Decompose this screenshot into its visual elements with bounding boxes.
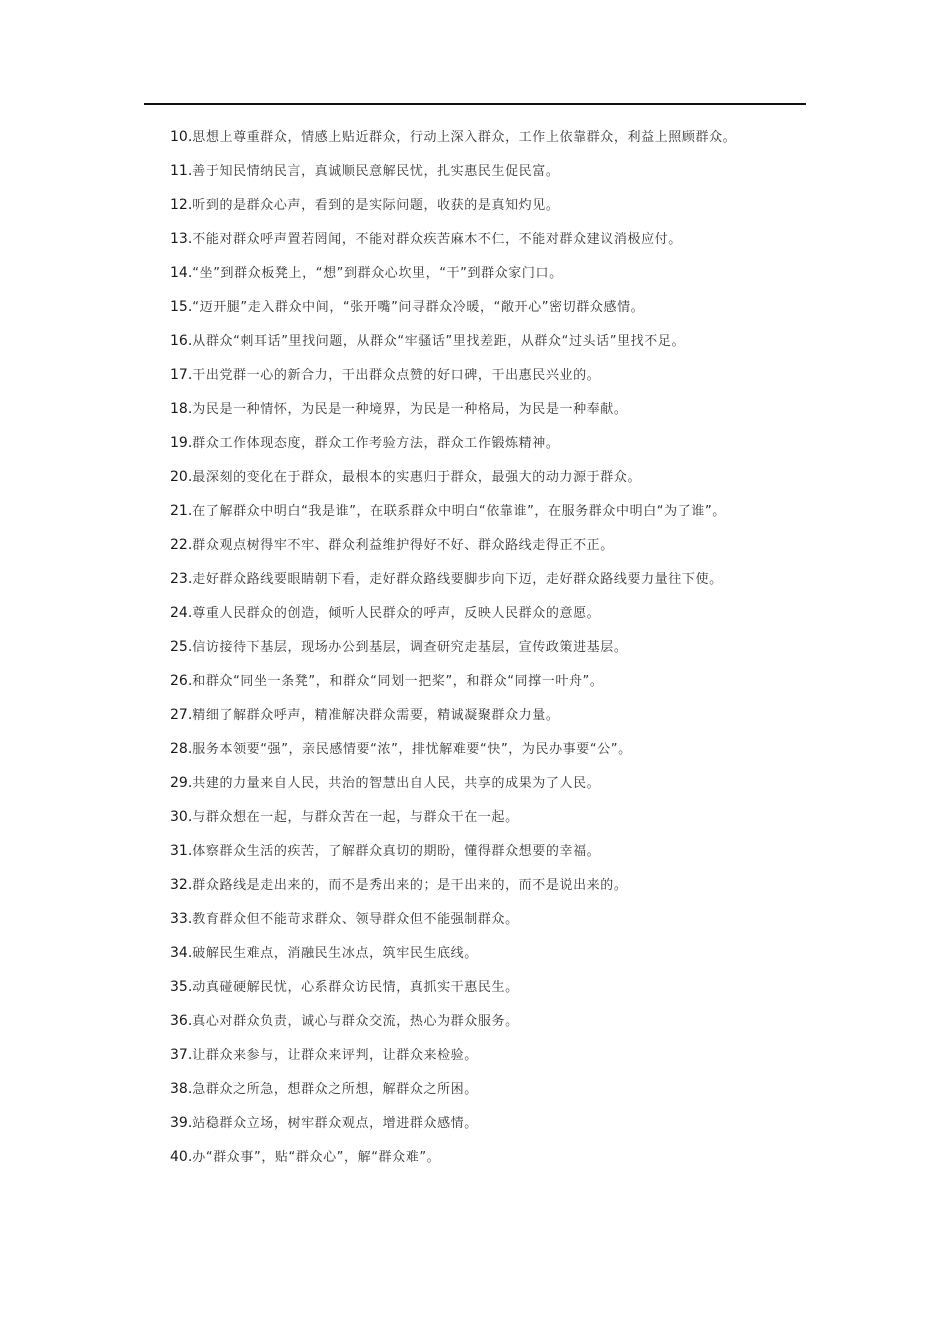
item-number: 15. xyxy=(170,299,193,315)
item-number: 34. xyxy=(170,945,193,961)
item-number: 32. xyxy=(170,877,193,893)
item-text: 精细了解群众呼声，精准解决群众需要，精诚凝聚群众力量。 xyxy=(192,708,560,723)
item-number: 19. xyxy=(170,435,193,451)
list-item xyxy=(170,432,810,466)
item-number: 12. xyxy=(170,197,193,213)
list-item xyxy=(170,1078,810,1112)
list-item xyxy=(170,942,810,976)
item-number: 18. xyxy=(170,401,193,417)
item-text: 体察群众生活的疾苦，了解群众真切的期盼，懂得群众想要的幸福。 xyxy=(192,844,601,859)
item-number: 30. xyxy=(170,809,193,825)
item-number: 11. xyxy=(170,163,193,179)
item-text: 尊重人民群众的创造，倾听人民群众的呼声，反映人民群众的意愿。 xyxy=(192,606,601,621)
list-item xyxy=(170,398,810,432)
item-text: 干出党群一心的新合力，干出群众点赞的好口碑，干出惠民兴业的。 xyxy=(192,368,601,383)
item-text: 听到的是群众心声，看到的是实际问题，收获的是真知灼见。 xyxy=(192,198,560,213)
item-number: 23. xyxy=(170,571,193,587)
list-item xyxy=(170,908,810,942)
item-text: 动真碰硬解民忧，心系群众访民情，真抓实干惠民生。 xyxy=(192,980,519,995)
list-item xyxy=(170,228,810,262)
item-text: “坐”到群众板凳上，“想”到群众心坎里，“干”到群众家门口。 xyxy=(192,266,563,281)
list-item xyxy=(170,194,810,228)
item-number: 10. xyxy=(170,129,193,145)
item-text: 和群众“同坐一条凳”，和群众“同划一把桨”，和群众“同撑一叶舟”。 xyxy=(192,674,604,689)
item-number: 13. xyxy=(170,231,193,247)
list-item xyxy=(170,1112,810,1146)
item-text: 信访接待下基层，现场办公到基层，调查研究走基层，宣传政策进基层。 xyxy=(192,640,628,655)
item-text: 走好群众路线要眼睛朝下看，走好群众路线要脚步向下迈，走好群众路线要力量往下使。 xyxy=(192,572,723,587)
list-item xyxy=(170,126,810,160)
item-number: 20. xyxy=(170,469,193,485)
item-number: 31. xyxy=(170,843,193,859)
item-text: 思想上尊重群众，情感上贴近群众，行动上深入群众，工作上依靠群众，利益上照顾群众。 xyxy=(192,130,737,145)
item-text: 让群众来参与，让群众来评判，让群众来检验。 xyxy=(192,1048,478,1063)
list-item xyxy=(170,772,810,806)
list-item xyxy=(170,1044,810,1078)
list-item xyxy=(170,738,810,772)
item-text: 在了解群众中明白“我是谁”，在联系群众中明白“依靠谁”，在服务群众中明白“为了谁”。 xyxy=(192,504,726,519)
list-item xyxy=(170,262,810,296)
item-number: 33. xyxy=(170,911,193,927)
list-item xyxy=(170,568,810,602)
item-number: 24. xyxy=(170,605,193,621)
list-item xyxy=(170,840,810,874)
list-item xyxy=(170,670,810,704)
item-text: 善于知民情纳民言，真诚顺民意解民忧，扎实惠民生促民富。 xyxy=(192,164,560,179)
item-number: 17. xyxy=(170,367,193,383)
list-item xyxy=(170,466,810,500)
item-text: 破解民生难点，消融民生冰点，筑牢民生底线。 xyxy=(192,946,478,961)
item-number: 29. xyxy=(170,775,193,791)
list-item xyxy=(170,704,810,738)
item-text: 教育群众但不能苛求群众、领导群众但不能强制群众。 xyxy=(192,912,519,927)
item-number: 39. xyxy=(170,1115,193,1131)
list-item xyxy=(170,534,810,568)
item-text: 共建的力量来自人民，共治的智慧出自人民，共享的成果为了人民。 xyxy=(192,776,601,791)
top-rule xyxy=(144,103,806,105)
item-number: 27. xyxy=(170,707,193,723)
item-text: 不能对群众呼声置若罔闻，不能对群众疾苦麻木不仁，不能对群众建议消极应付。 xyxy=(192,232,682,247)
item-text: 急群众之所急，想群众之所想，解群众之所困。 xyxy=(192,1082,478,1097)
numbered-list xyxy=(170,126,810,1180)
list-item xyxy=(170,364,810,398)
list-item xyxy=(170,160,810,194)
item-text: 与群众想在一起，与群众苦在一起，与群众干在一起。 xyxy=(192,810,519,825)
item-text: 为民是一种情怀，为民是一种境界，为民是一种格局，为民是一种奉献。 xyxy=(192,402,628,417)
list-item xyxy=(170,1146,810,1180)
item-number: 22. xyxy=(170,537,193,553)
item-number: 25. xyxy=(170,639,193,655)
item-number: 16. xyxy=(170,333,193,349)
list-item xyxy=(170,602,810,636)
list-item xyxy=(170,330,810,364)
item-number: 21. xyxy=(170,503,193,519)
list-item xyxy=(170,500,810,534)
item-text: 群众观点树得牢不牢、群众利益维护得好不好、群众路线走得正不正。 xyxy=(192,538,614,553)
item-number: 26. xyxy=(170,673,193,689)
list-item xyxy=(170,636,810,670)
item-number: 37. xyxy=(170,1047,193,1063)
list-item xyxy=(170,296,810,330)
item-text: 真心对群众负责，诚心与群众交流，热心为群众服务。 xyxy=(192,1014,519,1029)
item-text: 办“群众事”，贴“群众心”，解“群众难”。 xyxy=(192,1150,441,1165)
item-number: 14. xyxy=(170,265,193,281)
list-item xyxy=(170,806,810,840)
item-text: 从群众“刺耳话”里找问题，从群众“牢骚话”里找差距，从群众“过头话”里找不足。 xyxy=(192,334,686,349)
item-text: 群众工作体现态度，群众工作考验方法，群众工作锻炼精神。 xyxy=(192,436,560,451)
item-text: 群众路线是走出来的，而不是秀出来的；是干出来的，而不是说出来的。 xyxy=(192,878,628,893)
item-number: 40. xyxy=(170,1149,193,1165)
list-item xyxy=(170,874,810,908)
item-number: 38. xyxy=(170,1081,193,1097)
item-number: 35. xyxy=(170,979,193,995)
item-number: 36. xyxy=(170,1013,193,1029)
item-text: 服务本领要“强”，亲民感情要“浓”，排忧解难要“快”，为民办事要“公”。 xyxy=(192,742,632,757)
list-item xyxy=(170,976,810,1010)
list-item xyxy=(170,1010,810,1044)
item-text: “迈开腿”走入群众中间，“张开嘴”问寻群众冷暖，“敞开心”密切群众感情。 xyxy=(192,300,645,315)
item-text: 最深刻的变化在于群众，最根本的实惠归于群众，最强大的动力源于群众。 xyxy=(192,470,642,485)
item-number: 28. xyxy=(170,741,193,757)
item-text: 站稳群众立场，树牢群众观点，增进群众感情。 xyxy=(192,1116,478,1131)
